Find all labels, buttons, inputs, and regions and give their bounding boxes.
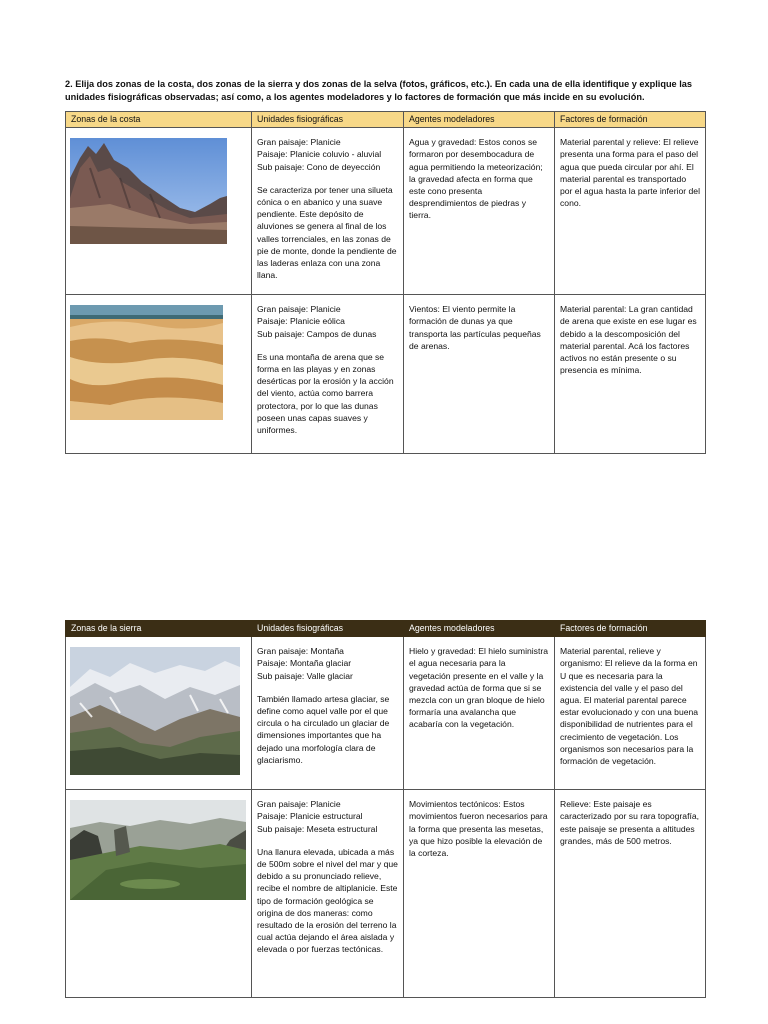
factores-cell xyxy=(555,128,706,295)
zone-image-cell xyxy=(66,295,252,454)
unidades-cell xyxy=(252,128,404,295)
description-text: Una llanura elevada, ubicada a más de 500m sobre el nivel del mar y que debido a su pronunciado relieve, recibe el nombre de altiplanicie. Este tipo de formación geológica se origina de dos maneras: como resultado de la erosión del terreno la cual actúa dejando el área aislada y elevada o por fuerzas tectónicas. xyxy=(257,846,398,955)
paisaje-text: Paisaje: Planicie coluvio - aluvial xyxy=(257,149,382,160)
factores-text: Material parental, relieve y organismo: El relieve da la forma en U que es necesaria para la existencia del valle y el paso del agua. El material parental parece estar evolucionado y con una buena disponibilidad de nutrientes para el crecimiento de vegetación. Los organismos son necesarios para la formación de vegetación. xyxy=(560,646,699,767)
table-row xyxy=(66,790,706,998)
factores-text: Material parental: La gran cantidad de arena que existe en ese lugar es debido a la descomposición del material parental. Acá los factores activos no están presente o su presencia es mínima. xyxy=(560,304,697,376)
header-factores: Factores de formación xyxy=(555,621,706,637)
gran-paisaje-text: Gran paisaje: Montaña xyxy=(257,646,344,657)
description-text: Es una montaña de arena que se forma en las playas y en zonas desérticas por la erosión y la acción del viento, actúa como barrera protectora, por lo que las dunas poseen unas capas suaves y uniformes. xyxy=(257,351,394,436)
zone-image-cell xyxy=(66,790,252,998)
unidades-cell xyxy=(252,790,404,998)
paisaje-text: Paisaje: Planicie estructural xyxy=(257,811,363,822)
table-row xyxy=(66,295,706,454)
agentes-cell xyxy=(404,295,555,454)
header-unidades: Unidades fisiográficas xyxy=(252,112,404,128)
factores-cell xyxy=(555,637,706,790)
costa-table xyxy=(65,111,706,454)
description-text: También llamado artesa glaciar, se define como aquel valle por el que circula o ha circulado un glaciar de dimensiones importantes que ha dejado una morfología clara de glaciarismo. xyxy=(257,693,390,765)
header-agentes: Agentes modeladores xyxy=(404,621,555,637)
agentes-cell xyxy=(404,128,555,295)
description-text: Se caracteriza por tener una silueta cónica o en abanico y una suave pendiente. Este depósito de aluviones se genera al final de los valles torrenciales, en las zonas de pie de monte, donde la pendiente de las laderas enlaza con una zona llana. xyxy=(257,184,397,281)
factores-text: Relieve: Este paisaje es caracterizado por su rara topografía, este paisaje se presenta a altitudes grandes, más de 500 metros. xyxy=(560,799,700,846)
table-row xyxy=(66,128,706,295)
agentes-cell xyxy=(404,790,555,998)
unidades-cell xyxy=(252,295,404,454)
zone-image-cell xyxy=(66,637,252,790)
sub-paisaje-text: Sub paisaje: Meseta estructural xyxy=(257,823,378,834)
gran-paisaje-text: Gran paisaje: Planicie xyxy=(257,799,341,810)
factores-text: Material parental y relieve: El relieve presenta una forma para el paso del agua que pueda circular por ahí. El material parental es transportado por el agua hasta la parte inferior del cono. xyxy=(560,137,700,209)
rocky-mountain-photo xyxy=(70,138,227,244)
exercise-instruction: 2. Elija dos zonas de la costa, dos zonas de la sierra y dos zonas de la selva (fotos, gráficos, etc.). En cada una de ella identifique y explique las unidades fisiográficas observadas; así como, a los agentes modeladores y lo factores de formación que más incide en su evolución. xyxy=(65,79,692,102)
header-agentes: Agentes modeladores xyxy=(404,112,555,128)
gran-paisaje-text: Gran paisaje: Planicie xyxy=(257,304,341,315)
gran-paisaje-text: Gran paisaje: Planicie xyxy=(257,137,341,148)
header-zonas: Zonas de la costa xyxy=(66,112,252,128)
glacial-valley-photo xyxy=(70,647,240,775)
table-row xyxy=(66,637,706,790)
plateau-photo xyxy=(70,800,246,900)
unidades-cell xyxy=(252,637,404,790)
factores-cell xyxy=(555,790,706,998)
agentes-text: Vientos: El viento permite la formación de dunas ya que transporta las partículas pequeñas de arenas. xyxy=(409,304,541,351)
header-zonas: Zonas de la sierra xyxy=(66,621,252,637)
sub-paisaje-text: Sub paisaje: Valle glaciar xyxy=(257,670,353,681)
agentes-text: Hielo y gravedad: El hielo suministra el agua necesaria para la vegetación presente en el valle y la gravedad actúa de forma que si se mezcla con un gran bloque de hielo formaría una avalancha que acabaría con la vegetación. xyxy=(409,646,548,730)
sub-paisaje-text: Sub paisaje: Cono de deyección xyxy=(257,161,381,172)
sand-dunes-photo xyxy=(70,305,223,420)
agentes-text: Movimientos tectónicos: Estos movimientos fueron necesarios para la forma que presenta las mesetas, ya que hizo posible la elevación de la corteza. xyxy=(409,799,548,859)
agentes-text: Agua y gravedad: Estos conos se formaron por desembocadura de agua permitiendo la meteorización; la gravedad afecta en forma que este cono presenta desprendimientos de piedras y tierra. xyxy=(409,137,543,221)
zone-image-cell xyxy=(66,128,252,295)
sub-paisaje-text: Sub paisaje: Campos de dunas xyxy=(257,328,377,339)
header-unidades: Unidades fisiográficas xyxy=(252,621,404,637)
factores-cell xyxy=(555,295,706,454)
paisaje-text: Paisaje: Planicie eólica xyxy=(257,316,345,327)
table-header-row xyxy=(66,112,706,128)
agentes-cell xyxy=(404,637,555,790)
sierra-table xyxy=(65,620,706,998)
table-header-row xyxy=(66,621,706,637)
header-factores: Factores de formación xyxy=(555,112,706,128)
paisaje-text: Paisaje: Montaña glaciar xyxy=(257,658,352,669)
